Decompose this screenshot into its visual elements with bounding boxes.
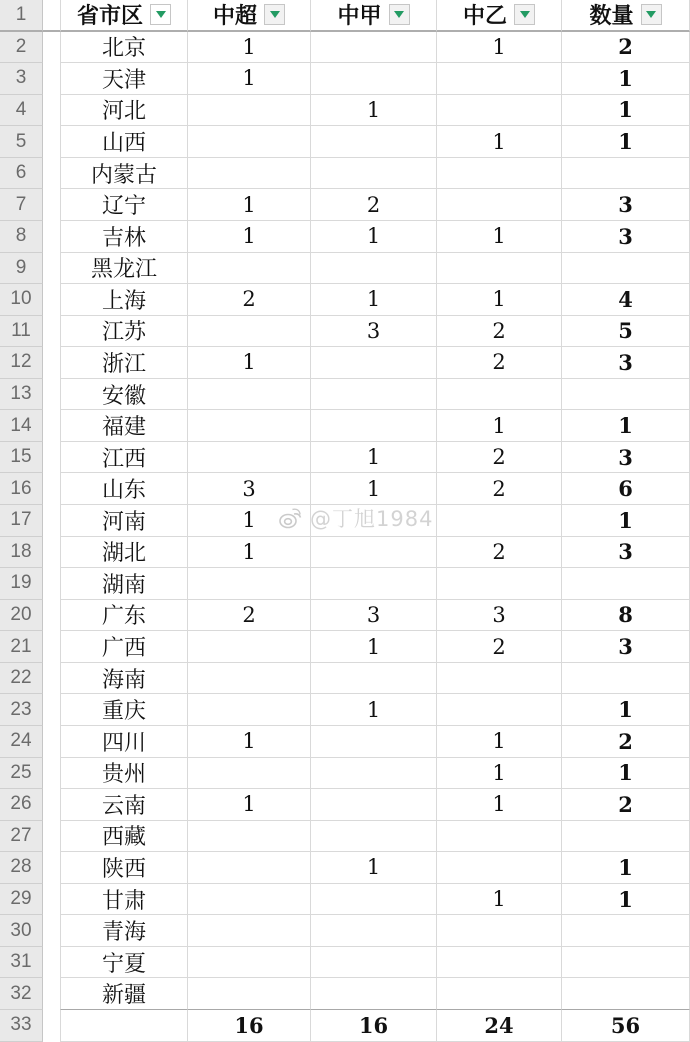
filter-button-csl[interactable]	[264, 4, 285, 25]
cl2-cell[interactable]: 2	[436, 347, 561, 379]
province-cell[interactable]: 河北	[60, 95, 187, 127]
row-number[interactable]: 23	[0, 694, 43, 726]
spacer-column	[43, 568, 60, 600]
filter-dropdown-icon	[646, 11, 656, 18]
table-row	[0, 537, 690, 569]
spacer-column	[43, 789, 60, 821]
table-row	[0, 410, 690, 442]
total-cell[interactable]: 3	[561, 631, 690, 663]
filter-button-cl1[interactable]	[389, 4, 410, 25]
cl2-cell[interactable]: 2	[436, 316, 561, 348]
spacer-column	[43, 947, 60, 979]
header-cl1[interactable]	[310, 0, 436, 32]
header-province-label: 省市区	[76, 3, 143, 30]
total-cell[interactable]: 1	[561, 95, 690, 127]
total-cell[interactable]: 2	[561, 32, 690, 64]
province-cell[interactable]: 黑龙江	[60, 253, 187, 285]
csl-cell[interactable]: 2	[187, 600, 310, 632]
header-total[interactable]	[561, 0, 690, 32]
csl-cell[interactable]	[187, 884, 310, 916]
row-number[interactable]: 26	[0, 789, 43, 821]
table-row	[0, 884, 690, 916]
table-row	[0, 442, 690, 474]
cl1-cell[interactable]: 3	[310, 600, 436, 632]
cl2-cell[interactable]: 2	[436, 631, 561, 663]
province-cell[interactable]: 河南	[60, 505, 187, 537]
spacer-column	[43, 884, 60, 916]
row-number[interactable]: 27	[0, 821, 43, 853]
spacer-column	[43, 284, 60, 316]
cl1-cell[interactable]	[310, 537, 436, 569]
cl2-cell[interactable]: 1	[436, 758, 561, 790]
row-number[interactable]: 8	[0, 221, 43, 253]
filter-dropdown-icon	[270, 11, 280, 18]
csl-cell[interactable]	[187, 758, 310, 790]
spacer-column	[43, 95, 60, 127]
cl1-cell[interactable]	[310, 32, 436, 64]
table-row	[0, 631, 690, 663]
table-row	[0, 32, 690, 64]
csl-cell[interactable]	[187, 631, 310, 663]
row-number[interactable]: 7	[0, 189, 43, 221]
total-cell[interactable]: 1	[561, 884, 690, 916]
province-cell[interactable]: 海南	[60, 663, 187, 695]
table-row	[0, 947, 690, 979]
filter-button-province[interactable]	[150, 4, 171, 25]
csl-cell[interactable]: 1	[187, 537, 310, 569]
csl-cell[interactable]: 1	[187, 189, 310, 221]
csl-cell[interactable]: 1	[187, 221, 310, 253]
table-row	[0, 95, 690, 127]
province-cell[interactable]: 福建	[60, 410, 187, 442]
cl2-cell[interactable]	[436, 694, 561, 726]
total-cell[interactable]	[561, 663, 690, 695]
cl2-cell[interactable]: 1	[436, 789, 561, 821]
table-row	[0, 852, 690, 884]
spacer-column	[43, 821, 60, 853]
cl2-cell[interactable]: 3	[436, 600, 561, 632]
row-number[interactable]: 31	[0, 947, 43, 979]
province-cell[interactable]: 北京	[60, 32, 187, 64]
total-cell[interactable]: 1	[561, 410, 690, 442]
table-row	[0, 379, 690, 411]
province-cell[interactable]: 青海	[60, 915, 187, 947]
table-row	[0, 316, 690, 348]
row-number[interactable]: 33	[0, 1010, 43, 1042]
cl2-cell[interactable]	[436, 505, 561, 537]
province-cell[interactable]: 辽宁	[60, 189, 187, 221]
cl1-cell[interactable]: 3	[310, 316, 436, 348]
csl-cell[interactable]	[187, 978, 310, 1010]
province-cell[interactable]: 云南	[60, 789, 187, 821]
spacer-column	[43, 758, 60, 790]
cl2-cell[interactable]	[436, 379, 561, 411]
row-number[interactable]: 18	[0, 537, 43, 569]
total-cell[interactable]: 2	[561, 726, 690, 758]
cl1-cell[interactable]	[310, 347, 436, 379]
table-row	[0, 821, 690, 853]
header-cl2-label: 中乙	[462, 3, 507, 30]
cl2-cell[interactable]	[436, 253, 561, 285]
cl2-cell[interactable]	[436, 915, 561, 947]
spacer-column	[43, 663, 60, 695]
csl-cell[interactable]	[187, 379, 310, 411]
spacer-column	[43, 537, 60, 569]
total-cell[interactable]	[561, 158, 690, 190]
total-cell[interactable]	[561, 379, 690, 411]
cl1-cell[interactable]: 16	[310, 1010, 436, 1042]
csl-cell[interactable]: 1	[187, 32, 310, 64]
header-csl-label: 中超	[212, 3, 257, 30]
total-cell[interactable]: 1	[561, 63, 690, 95]
spacer-column	[43, 316, 60, 348]
province-cell[interactable]: 内蒙古	[60, 158, 187, 190]
total-cell[interactable]: 3	[561, 537, 690, 569]
row-number[interactable]: 28	[0, 852, 43, 884]
total-cell[interactable]: 1	[561, 126, 690, 158]
csl-cell[interactable]	[187, 126, 310, 158]
table-row	[0, 63, 690, 95]
cl1-cell[interactable]	[310, 758, 436, 790]
cl2-cell[interactable]	[436, 568, 561, 600]
filter-dropdown-icon	[394, 11, 404, 18]
table-row	[0, 726, 690, 758]
row-number[interactable]: 5	[0, 126, 43, 158]
province-cell[interactable]: 贵州	[60, 758, 187, 790]
total-cell[interactable]: 2	[561, 789, 690, 821]
row-number[interactable]: 3	[0, 63, 43, 95]
csl-cell[interactable]: 1	[187, 347, 310, 379]
cl2-cell[interactable]: 24	[436, 1010, 561, 1042]
spacer-column	[43, 189, 60, 221]
table-row	[0, 221, 690, 253]
spacer-column	[43, 253, 60, 285]
header-cl2[interactable]	[436, 0, 561, 32]
watermark-text: @丁旭1984	[310, 506, 434, 531]
cl2-cell[interactable]	[436, 189, 561, 221]
csl-cell[interactable]: 1	[187, 726, 310, 758]
csl-cell[interactable]	[187, 852, 310, 884]
province-cell[interactable]: 安徽	[60, 379, 187, 411]
row-number[interactable]: 17	[0, 505, 43, 537]
total-cell[interactable]: 6	[561, 473, 690, 505]
csl-cell[interactable]	[187, 663, 310, 695]
spacer-column	[43, 694, 60, 726]
spacer-column	[43, 379, 60, 411]
cl1-cell[interactable]	[310, 126, 436, 158]
province-cell[interactable]: 江苏	[60, 316, 187, 348]
cl1-cell[interactable]	[310, 821, 436, 853]
spacer-column	[43, 978, 60, 1010]
cl1-cell[interactable]	[310, 915, 436, 947]
spacer-column	[43, 600, 60, 632]
cl2-cell[interactable]: 1	[436, 221, 561, 253]
cl2-cell[interactable]: 1	[436, 410, 561, 442]
cl1-cell[interactable]: 1	[310, 284, 436, 316]
cl1-cell[interactable]: 1	[310, 442, 436, 474]
cl1-cell[interactable]	[310, 158, 436, 190]
row-number[interactable]: 21	[0, 631, 43, 663]
spacer-column	[43, 852, 60, 884]
row-number[interactable]: 11	[0, 316, 43, 348]
spacer-column	[43, 505, 60, 537]
filter-button-total[interactable]	[641, 4, 662, 25]
total-cell[interactable]	[561, 947, 690, 979]
province-cell[interactable]: 四川	[60, 726, 187, 758]
row-number[interactable]: 1	[0, 0, 43, 32]
table-row	[0, 568, 690, 600]
cl2-cell[interactable]	[436, 821, 561, 853]
table-row	[0, 158, 690, 190]
csl-cell[interactable]	[187, 947, 310, 979]
province-cell[interactable]: 新疆	[60, 978, 187, 1010]
csl-cell[interactable]	[187, 158, 310, 190]
cl2-cell[interactable]	[436, 95, 561, 127]
table-body	[0, 32, 690, 1042]
total-cell[interactable]: 1	[561, 694, 690, 726]
cl1-cell[interactable]	[310, 663, 436, 695]
spacer-column	[43, 347, 60, 379]
cl1-cell[interactable]: 1	[310, 852, 436, 884]
csl-cell[interactable]: 16	[187, 1010, 310, 1042]
cl2-cell[interactable]: 2	[436, 473, 561, 505]
cl1-cell[interactable]	[310, 253, 436, 285]
table-row	[0, 253, 690, 285]
cl1-cell[interactable]	[310, 410, 436, 442]
cl1-cell[interactable]	[310, 505, 436, 537]
province-cell[interactable]: 重庆	[60, 694, 187, 726]
cl2-cell[interactable]	[436, 978, 561, 1010]
spacer-column	[43, 410, 60, 442]
spacer-column	[43, 32, 60, 64]
cl2-cell[interactable]: 1	[436, 32, 561, 64]
header-total-label: 数量	[589, 3, 634, 30]
cl1-cell[interactable]	[310, 789, 436, 821]
province-cell[interactable]: 西藏	[60, 821, 187, 853]
province-cell[interactable]: 山东	[60, 473, 187, 505]
row-number[interactable]: 25	[0, 758, 43, 790]
table-row	[0, 473, 690, 505]
row-number[interactable]: 14	[0, 410, 43, 442]
table-row	[0, 758, 690, 790]
province-cell[interactable]: 江西	[60, 442, 187, 474]
cl2-cell[interactable]: 2	[436, 442, 561, 474]
cl1-cell[interactable]: 1	[310, 95, 436, 127]
header-province[interactable]	[60, 0, 187, 32]
spacer-column	[43, 631, 60, 663]
spacer-column	[43, 221, 60, 253]
total-cell[interactable]: 1	[561, 852, 690, 884]
csl-cell[interactable]: 1	[187, 789, 310, 821]
total-cell[interactable]: 3	[561, 347, 690, 379]
filter-dropdown-icon	[156, 11, 166, 18]
province-cell[interactable]: 广西	[60, 631, 187, 663]
table-row	[0, 663, 690, 695]
total-cell[interactable]: 56	[561, 1010, 690, 1042]
filter-button-cl2[interactable]	[514, 4, 535, 25]
cl1-cell[interactable]	[310, 379, 436, 411]
row-number[interactable]: 15	[0, 442, 43, 474]
cl1-cell[interactable]: 2	[310, 189, 436, 221]
cl2-cell[interactable]: 1	[436, 284, 561, 316]
total-cell[interactable]: 3	[561, 221, 690, 253]
csl-cell[interactable]	[187, 316, 310, 348]
table-row	[0, 789, 690, 821]
spacer-column	[43, 63, 60, 95]
spacer-column	[43, 473, 60, 505]
total-cell[interactable]	[561, 821, 690, 853]
filter-dropdown-icon	[520, 11, 530, 18]
table-row	[0, 126, 690, 158]
total-cell[interactable]: 8	[561, 600, 690, 632]
province-cell[interactable]: 天津	[60, 63, 187, 95]
spacer-column	[43, 0, 60, 32]
province-cell[interactable]: 上海	[60, 284, 187, 316]
row-number[interactable]: 4	[0, 95, 43, 127]
cl2-cell[interactable]	[436, 852, 561, 884]
csl-cell[interactable]	[187, 253, 310, 285]
csl-cell[interactable]	[187, 694, 310, 726]
cl2-cell[interactable]	[436, 663, 561, 695]
table-row	[0, 1010, 690, 1042]
row-number[interactable]: 29	[0, 884, 43, 916]
row-number[interactable]: 22	[0, 663, 43, 695]
row-number[interactable]: 6	[0, 158, 43, 190]
row-number[interactable]: 32	[0, 978, 43, 1010]
cl1-cell[interactable]	[310, 726, 436, 758]
row-number[interactable]: 30	[0, 915, 43, 947]
csl-cell[interactable]: 1	[187, 505, 310, 537]
cl2-cell[interactable]	[436, 158, 561, 190]
table-row	[0, 978, 690, 1010]
cl2-cell[interactable]	[436, 63, 561, 95]
spacer-column	[43, 915, 60, 947]
province-cell[interactable]: 广东	[60, 600, 187, 632]
total-cell[interactable]: 3	[561, 442, 690, 474]
row-number[interactable]: 12	[0, 347, 43, 379]
row-number[interactable]: 9	[0, 253, 43, 285]
total-cell[interactable]	[561, 253, 690, 285]
row-number[interactable]: 20	[0, 600, 43, 632]
spacer-column	[43, 158, 60, 190]
province-cell[interactable]: 湖南	[60, 568, 187, 600]
province-cell[interactable]: 宁夏	[60, 947, 187, 979]
row-number[interactable]: 19	[0, 568, 43, 600]
csl-cell[interactable]	[187, 95, 310, 127]
spacer-column	[43, 726, 60, 758]
table-row	[0, 600, 690, 632]
csl-cell[interactable]	[187, 568, 310, 600]
cl1-cell[interactable]	[310, 947, 436, 979]
table-row	[0, 189, 690, 221]
csl-cell[interactable]	[187, 442, 310, 474]
cl1-cell[interactable]: 1	[310, 631, 436, 663]
table-row	[0, 505, 690, 537]
province-cell[interactable]: 吉林	[60, 221, 187, 253]
spacer-column	[43, 442, 60, 474]
total-cell[interactable]: 1	[561, 505, 690, 537]
cl2-cell[interactable]	[436, 947, 561, 979]
cl1-cell[interactable]	[310, 884, 436, 916]
csl-cell[interactable]: 1	[187, 63, 310, 95]
cl1-cell[interactable]: 1	[310, 221, 436, 253]
province-cell[interactable]	[60, 1010, 187, 1042]
total-cell[interactable]: 3	[561, 189, 690, 221]
row-number[interactable]: 24	[0, 726, 43, 758]
total-cell[interactable]	[561, 978, 690, 1010]
header-cl1-label: 中甲	[337, 3, 382, 30]
csl-cell[interactable]	[187, 915, 310, 947]
cl2-cell[interactable]: 1	[436, 126, 561, 158]
cl2-cell[interactable]: 1	[436, 726, 561, 758]
header-csl[interactable]	[187, 0, 310, 32]
cl1-cell[interactable]	[310, 63, 436, 95]
table-row	[0, 347, 690, 379]
province-cell[interactable]: 陕西	[60, 852, 187, 884]
total-cell[interactable]	[561, 915, 690, 947]
province-cell[interactable]: 浙江	[60, 347, 187, 379]
cl2-cell[interactable]: 2	[436, 537, 561, 569]
csl-cell[interactable]: 3	[187, 473, 310, 505]
row-number[interactable]: 10	[0, 284, 43, 316]
header-row	[0, 0, 690, 32]
province-cell[interactable]: 山西	[60, 126, 187, 158]
spacer-column	[43, 126, 60, 158]
csl-cell[interactable]: 2	[187, 284, 310, 316]
province-cell[interactable]: 湖北	[60, 537, 187, 569]
total-cell[interactable]: 1	[561, 758, 690, 790]
cl1-cell[interactable]: 1	[310, 473, 436, 505]
cl1-cell[interactable]	[310, 568, 436, 600]
cl1-cell[interactable]: 1	[310, 694, 436, 726]
province-cell[interactable]: 甘肃	[60, 884, 187, 916]
spacer-column	[43, 1010, 60, 1042]
table-row	[0, 694, 690, 726]
table-row	[0, 915, 690, 947]
total-cell[interactable]: 5	[561, 316, 690, 348]
total-cell[interactable]: 4	[561, 284, 690, 316]
row-number[interactable]: 2	[0, 32, 43, 64]
row-number[interactable]: 13	[0, 379, 43, 411]
row-number[interactable]: 16	[0, 473, 43, 505]
total-cell[interactable]	[561, 568, 690, 600]
csl-cell[interactable]	[187, 410, 310, 442]
cl2-cell[interactable]: 1	[436, 884, 561, 916]
cl1-cell[interactable]	[310, 978, 436, 1010]
csl-cell[interactable]	[187, 821, 310, 853]
table-row	[0, 284, 690, 316]
